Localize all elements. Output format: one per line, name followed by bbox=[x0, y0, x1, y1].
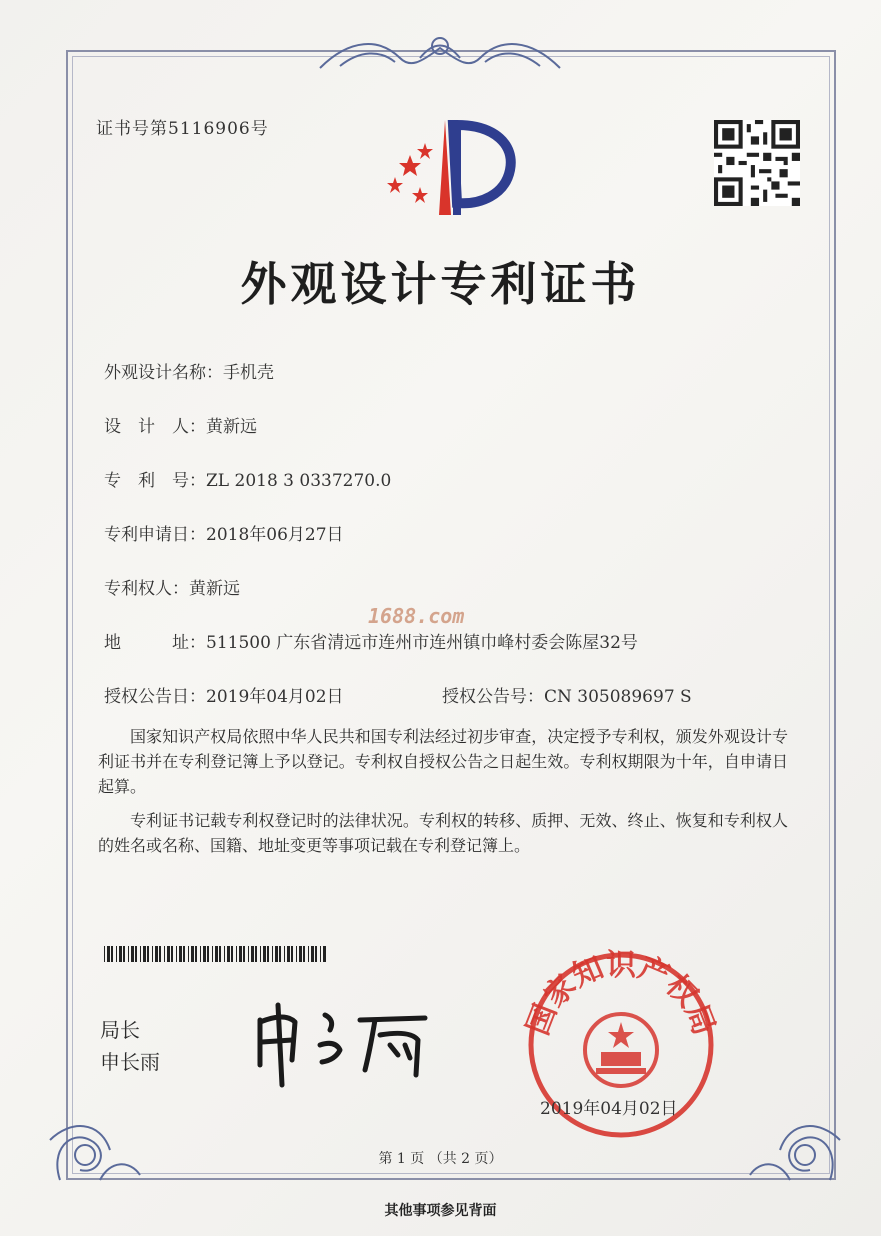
patentee-label: 专利权人： bbox=[104, 579, 189, 599]
address-row bbox=[104, 628, 638, 653]
body-paragraph-2: 专利证书记载专利权登记时的法律状况。专利权的转移、质押、无效、终止、恢复和专利权人的姓名或名称、国籍、地址变更等事项记载在专利登记簿上。 bbox=[98, 811, 788, 855]
design-name-label: 外观设计名称： bbox=[104, 363, 223, 383]
page-number: 第 1 页 （共 2 页） bbox=[378, 1151, 503, 1167]
seal-date: 2019年04月02日 bbox=[540, 1099, 678, 1119]
grant-no-row bbox=[442, 682, 692, 707]
bottom-right-ornament-icon bbox=[740, 1080, 850, 1190]
filing-date-label: 专利申请日： bbox=[104, 525, 206, 545]
director-title: 局长 bbox=[100, 1018, 140, 1042]
address-value: 511500 广东省清远市连州市连州镇巾峰村委会陈屋32号 bbox=[206, 633, 638, 653]
designer-label: 设 计 人： bbox=[104, 417, 206, 437]
signature-icon bbox=[240, 990, 440, 1090]
filing-date-value: 2018年06月27日 bbox=[206, 525, 344, 545]
filing-date-row bbox=[104, 520, 344, 545]
patent-no-value: ZL 2018 3 0337270.0 bbox=[206, 471, 392, 491]
body-paragraph-1: 国家知识产权局依照中华人民共和国专利法经过初步审查，决定授予专利权，颁发外观设计专利证书并在专利登记簿上予以登记。专利权自授权公告之日起生效。专利权期限为十年，自申请日起算。 bbox=[98, 727, 788, 796]
designer-value: 黄新远 bbox=[206, 417, 257, 437]
patent-no-label: 专 利 号： bbox=[104, 471, 206, 491]
certificate-number: 证书号第5116906号 bbox=[96, 119, 269, 139]
certificate-title: 外观设计专利证书 bbox=[240, 257, 641, 311]
design-name-row bbox=[104, 358, 274, 383]
watermark: 1688.com bbox=[368, 604, 465, 628]
grant-date-value: 2019年04月02日 bbox=[206, 687, 344, 707]
patentee-value: 黄新远 bbox=[189, 579, 240, 599]
address-label: 地 址： bbox=[104, 633, 206, 653]
patent-no-row bbox=[104, 466, 391, 491]
grant-no-value: CN 305089697 S bbox=[544, 687, 692, 707]
design-name-value: 手机壳 bbox=[223, 363, 274, 383]
patentee-row bbox=[104, 574, 240, 599]
bottom-left-ornament-icon bbox=[40, 1080, 150, 1190]
grant-date-row bbox=[104, 682, 344, 707]
grant-date-label: 授权公告日： bbox=[104, 687, 206, 707]
footnote: 其他事项参见背面 bbox=[384, 1203, 497, 1219]
seal-text: 国家知识产权局 bbox=[520, 948, 722, 1040]
director-name: 申长雨 bbox=[100, 1050, 160, 1074]
cnipa-logo-icon bbox=[385, 115, 525, 225]
barcode-icon bbox=[104, 946, 326, 962]
grant-no-label: 授权公告号： bbox=[442, 687, 544, 707]
designer-row bbox=[104, 412, 257, 437]
qr-code-icon bbox=[714, 120, 800, 206]
top-ornament-icon bbox=[310, 28, 570, 78]
